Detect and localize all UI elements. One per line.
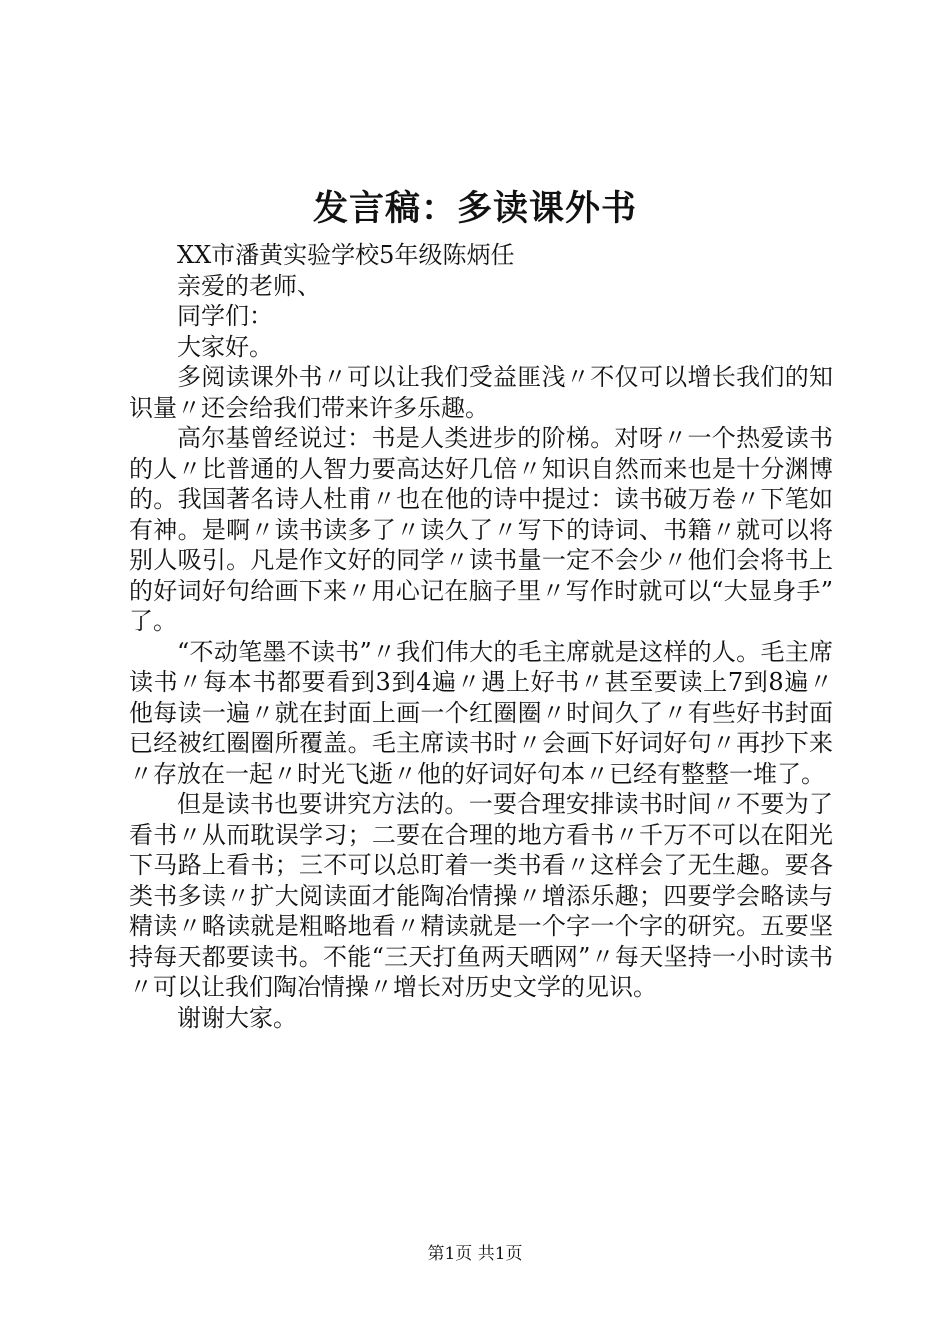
document-title: 发言稿：多读课外书 bbox=[312, 188, 637, 229]
paragraph-mao: “不动笔墨不读书”〃我们伟大的毛主席就是这样的人。毛主席读书〃每本书都要看到3到4遍〃遇上好书〃甚至要读上7到8遍〃他每读一遍〃就在封面上画一个红圈圈〃时间久了〃有些好书封面已经被红圈圈所覆盖。毛主席读书时〃会画下好词好句〃再抄下来〃存放在一起〃时光飞逝〃他的好词好句本〃已经有整整一堆了。 bbox=[129, 637, 833, 788]
paragraph-gorky: 高尔基曾经说过：书是人类进步的阶梯。对呀〃一个热爱读书的人〃比普通的人智力要高达好几倍〃知识自然而来也是十分渊博的。我国著名诗人杜甫〃也在他的诗中提过：读书破万卷〃下笔如有神。是啊〃读书读多了〃读久了〃写下的诗词、书籍〃就可以将别人吸引。凡是作文好的同学〃读书量一定不会少〃他们会将书上的好词好句给画下来〃用心记在脑子里〃写作时就可以“大显身手”了。 bbox=[129, 424, 833, 635]
paragraph-methods: 但是读书也要讲究方法的。一要合理安排读书时间〃不要为了看书〃从而耽误学习；二要在合理的地方看书〃千万不可以在阳光下马路上看书；三不可以总盯着一类书看〃这样会了无生趣。要各类书多读〃扩大阅读面才能陶冶情操〃增添乐趣；四要学会略读与精读〃略读就是粗略地看〃精读就是一个字一个字的研究。五要坚持每天都要读书。不能“三天打鱼两天晒网”〃每天坚持一小时读书〃可以让我们陶冶情操〃增长对历史文学的见识。 bbox=[129, 790, 833, 1001]
document-body bbox=[129, 240, 833, 1033]
salutation-teachers: 亲爱的老师、 bbox=[177, 271, 321, 300]
paragraph-intro: 多阅读课外书〃可以让我们受益匪浅〃不仅可以增长我们的知识量〃还会给我们带来许多乐趣。 bbox=[129, 363, 833, 422]
author-line: XX市潘黄实验学校5年级陈炳任 bbox=[177, 241, 515, 269]
greeting: 大家好。 bbox=[177, 332, 273, 361]
closing-thanks: 谢谢大家。 bbox=[177, 1003, 297, 1032]
page-footer: 第1页 共1页 bbox=[427, 1244, 523, 1264]
salutation-classmates: 同学们： bbox=[177, 302, 273, 330]
